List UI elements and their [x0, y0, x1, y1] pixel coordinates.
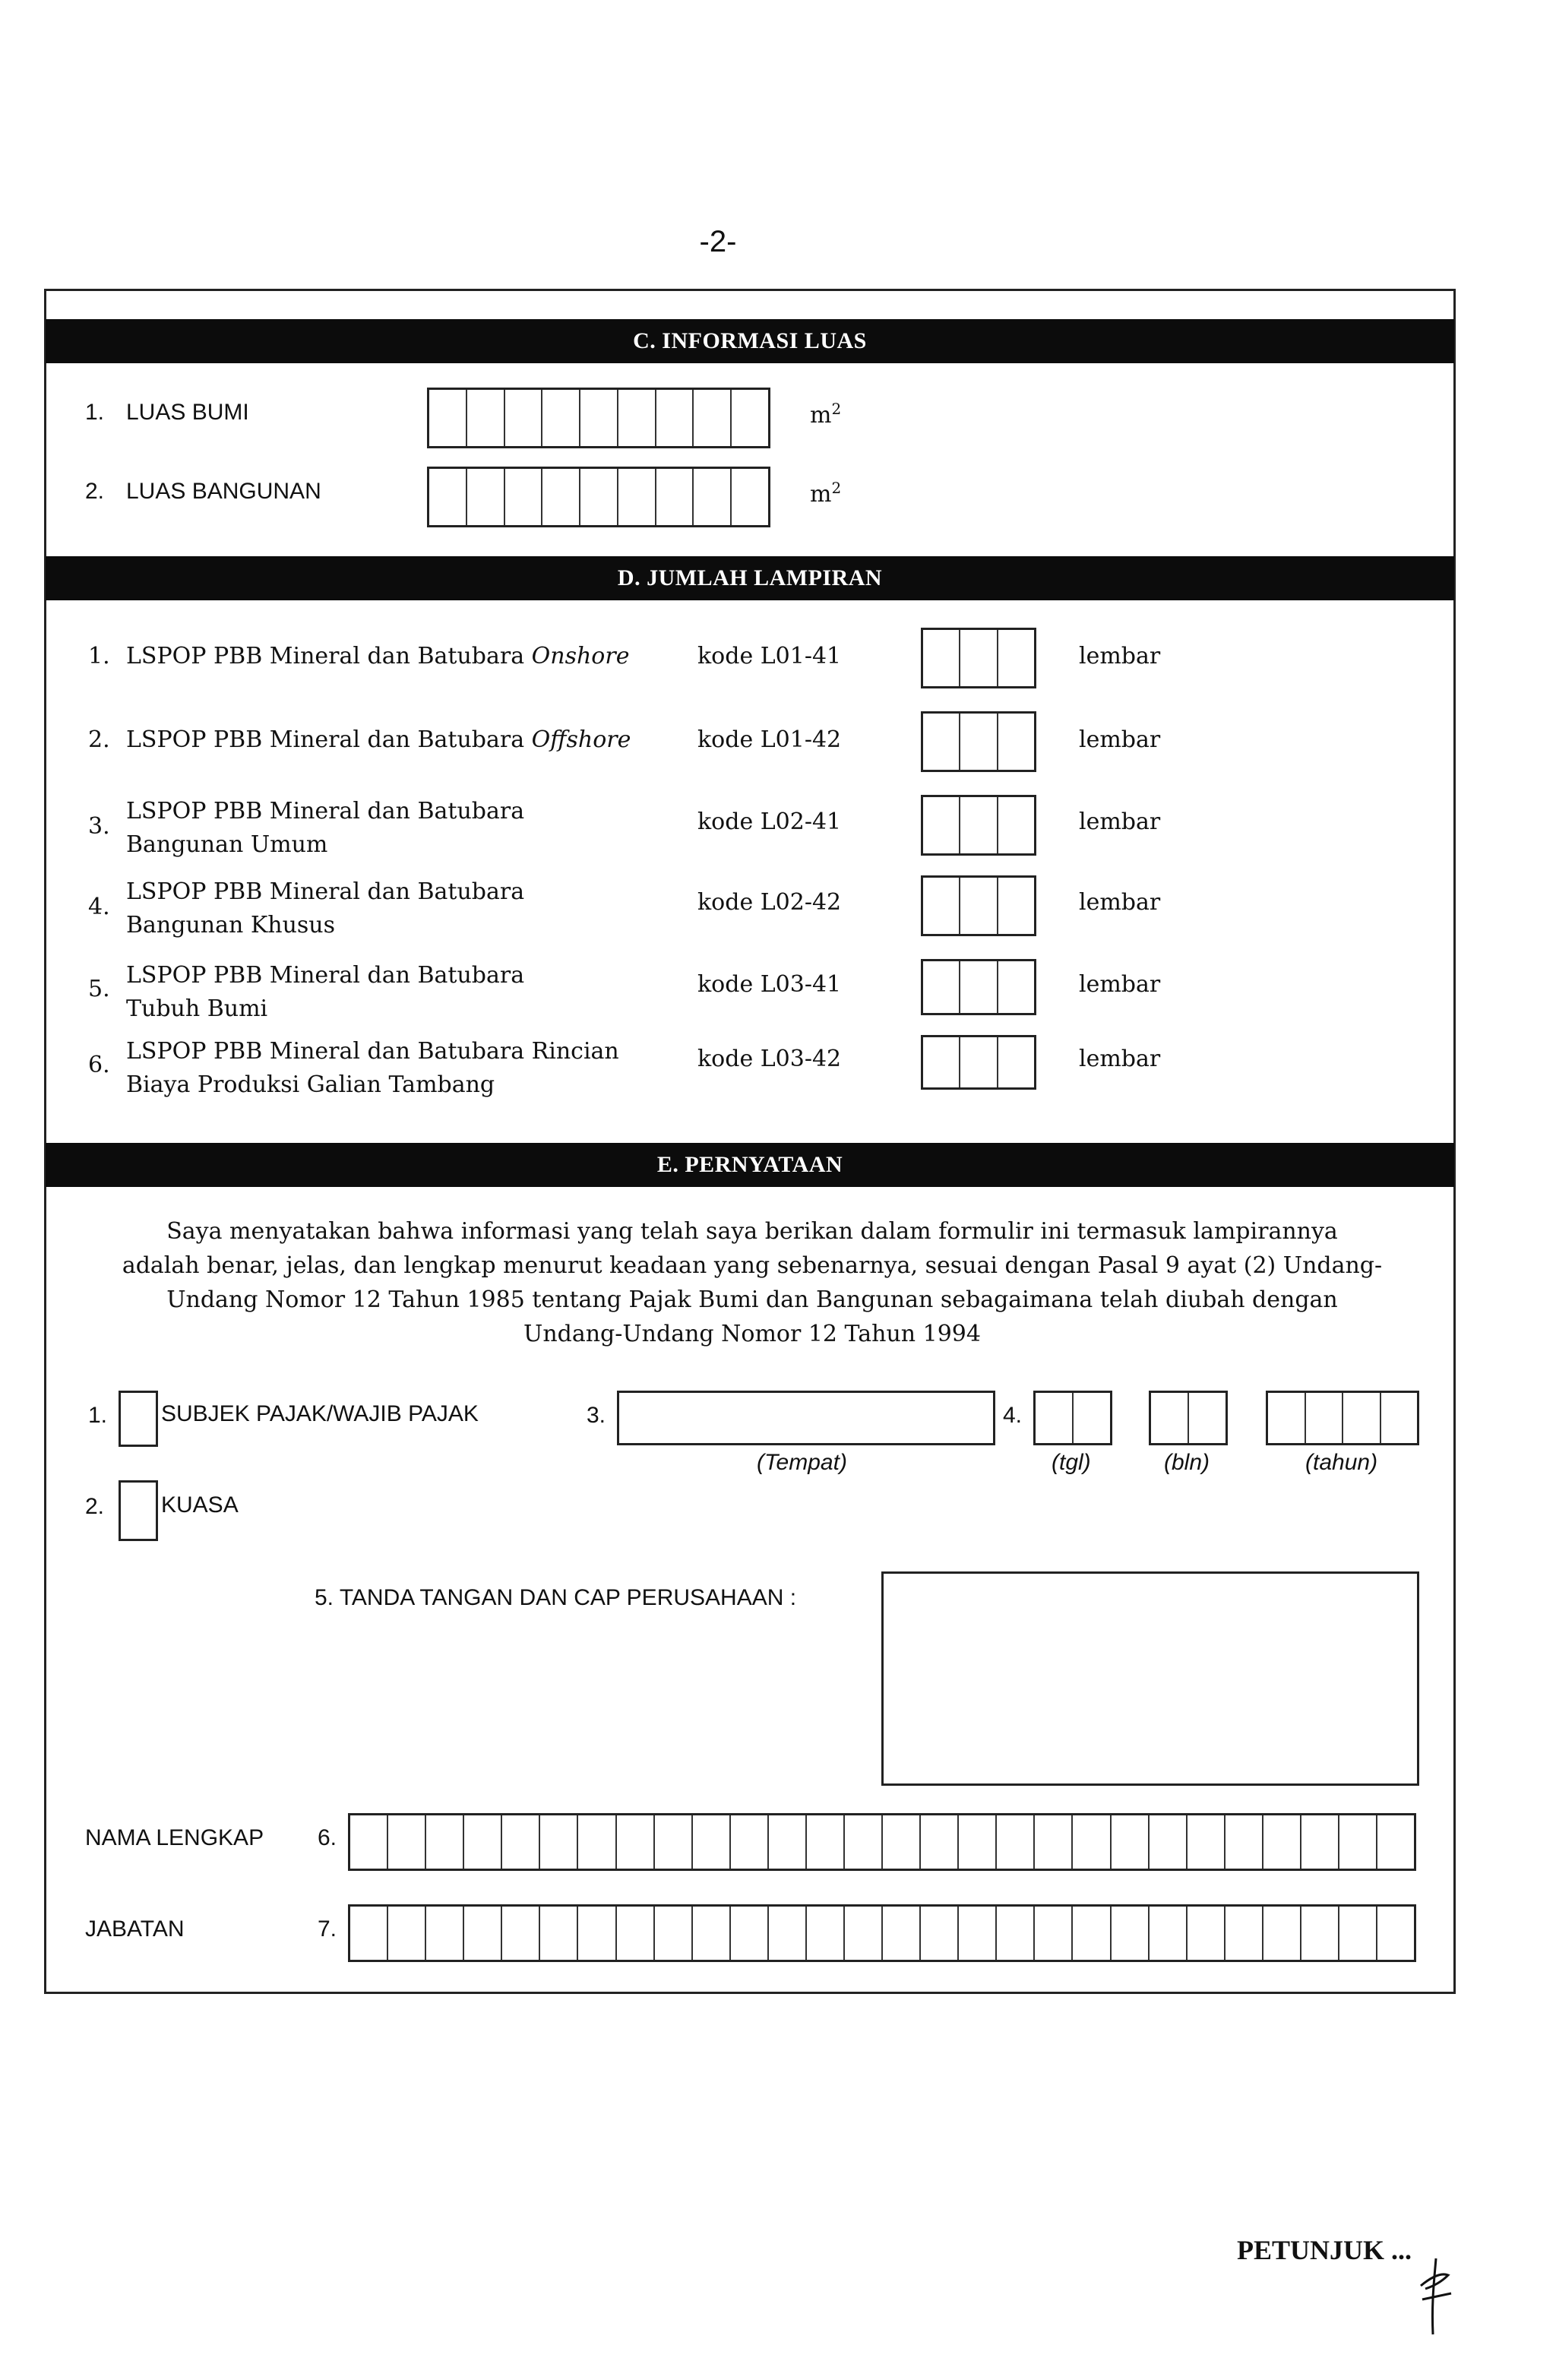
- signature-label: 5. TANDA TANGAN DAN CAP PERUSAHAAN :: [315, 1585, 797, 1610]
- lampiran-5-code: kode L03-41: [697, 971, 842, 998]
- lampiran-4-num: 4.: [88, 894, 110, 920]
- option-2-num: 2.: [85, 1494, 105, 1519]
- position-num: 7.: [318, 1916, 337, 1942]
- section-e-header: [46, 1143, 1454, 1187]
- luas-bangunan-num: 2.: [85, 479, 105, 504]
- statement-line-3: Undang Nomor 12 Tahun 1985 tentang Pajak Bumi dan Bangunan sebagaimana telah diubah dengan: [166, 1287, 1338, 1313]
- position-label: JABATAN: [85, 1916, 185, 1942]
- place-num: 3.: [587, 1403, 606, 1428]
- month-input[interactable]: [1149, 1391, 1228, 1445]
- lampiran-6-unit: lembar: [1079, 1046, 1161, 1072]
- lampiran-1-label: LSPOP PBB Mineral dan Batubara Onshore: [126, 643, 630, 669]
- section-c-title: C. INFORMASI LUAS: [633, 328, 867, 353]
- subjek-pajak-checkbox[interactable]: [119, 1391, 158, 1447]
- luas-bangunan-input[interactable]: [427, 467, 770, 527]
- kuasa-label: KUASA: [161, 1492, 239, 1518]
- luas-bumi-unit: $m^2$: [810, 400, 842, 429]
- lampiran-2-code: kode L01-42: [697, 726, 842, 753]
- lampiran-2-unit: lembar: [1079, 726, 1161, 753]
- lampiran-1-unit: lembar: [1079, 643, 1161, 669]
- statement-line-2: adalah benar, jelas, dan lengkap menurut keadaan yang sebenarnya, sesuai dengan Pasal 9 ayat (2) Undang-: [122, 1252, 1383, 1279]
- lampiran-6-count-input[interactable]: [921, 1035, 1036, 1090]
- lampiran-4-line2: Bangunan Khusus: [126, 912, 336, 938]
- lampiran-1-num: 1.: [88, 643, 110, 669]
- month-caption: (bln): [1164, 1450, 1210, 1475]
- name-label: NAMA LENGKAP: [85, 1825, 264, 1850]
- name-num: 6.: [318, 1825, 337, 1850]
- lampiran-1-count-input[interactable]: [921, 628, 1036, 688]
- position-input[interactable]: [348, 1904, 1416, 1962]
- place-input[interactable]: [617, 1391, 995, 1445]
- lampiran-3-line1: LSPOP PBB Mineral dan Batubara: [126, 798, 525, 824]
- luas-bangunan-label: LUAS BANGUNAN: [126, 479, 321, 504]
- year-input[interactable]: [1266, 1391, 1419, 1445]
- date-num: 4.: [1003, 1403, 1023, 1428]
- luas-bumi-num: 1.: [85, 400, 105, 425]
- lampiran-5-unit: lembar: [1079, 971, 1161, 998]
- page-number: -2-: [699, 225, 737, 258]
- section-c-header: [46, 319, 1454, 363]
- section-e-title: E. PERNYATAAN: [656, 1152, 843, 1177]
- next-page-label: PETUNJUK ...: [1236, 2235, 1412, 2265]
- option-1-num: 1.: [88, 1403, 108, 1428]
- lampiran-6-num: 6.: [88, 1052, 110, 1078]
- section-d-title: D. JUMLAH LAMPIRAN: [617, 565, 883, 590]
- lampiran-5-num: 5.: [88, 976, 110, 1002]
- statement-paragraph: [114, 1214, 1390, 1351]
- statement-line-1: Saya menyatakan bahwa informasi yang telah saya berikan dalam formulir ini termasuk lampirannya: [166, 1218, 1338, 1245]
- lampiran-3-line2: Bangunan Umum: [126, 831, 328, 858]
- lampiran-2-num: 2.: [88, 726, 110, 753]
- lampiran-6-line2: Biaya Produksi Galian Tambang: [126, 1071, 495, 1098]
- year-caption: (tahun): [1305, 1450, 1378, 1475]
- luas-bumi-input[interactable]: [427, 388, 770, 448]
- lampiran-6-code: kode L03-42: [697, 1046, 842, 1072]
- day-caption: (tgl): [1052, 1450, 1091, 1475]
- lampiran-3-code: kode L02-41: [697, 809, 842, 835]
- day-input[interactable]: [1033, 1391, 1112, 1445]
- statement-line-4: Undang-Undang Nomor 12 Tahun 1994: [523, 1321, 981, 1347]
- paraf-mark-icon: [1415, 2255, 1460, 2339]
- lampiran-2-label: LSPOP PBB Mineral dan Batubara Offshore: [126, 726, 631, 753]
- lampiran-5-line2: Tubuh Bumi: [126, 995, 268, 1022]
- signature-box[interactable]: [881, 1571, 1419, 1786]
- lampiran-3-unit: lembar: [1079, 809, 1161, 835]
- subjek-pajak-label: SUBJEK PAJAK/WAJIB PAJAK: [161, 1401, 479, 1426]
- kuasa-checkbox[interactable]: [119, 1480, 158, 1541]
- lampiran-4-code: kode L02-42: [697, 889, 842, 916]
- lampiran-4-line1: LSPOP PBB Mineral dan Batubara: [126, 878, 525, 905]
- lampiran-4-unit: lembar: [1079, 889, 1161, 916]
- lampiran-3-count-input[interactable]: [921, 795, 1036, 856]
- lampiran-6-line1: LSPOP PBB Mineral dan Batubara Rincian: [126, 1038, 619, 1065]
- section-d-header: [46, 556, 1454, 600]
- lampiran-5-line1: LSPOP PBB Mineral dan Batubara: [126, 962, 525, 989]
- luas-bumi-label: LUAS BUMI: [126, 400, 249, 425]
- lampiran-3-num: 3.: [88, 813, 110, 840]
- name-input[interactable]: [348, 1813, 1416, 1871]
- luas-bangunan-unit: $m^2$: [810, 479, 842, 508]
- lampiran-5-count-input[interactable]: [921, 959, 1036, 1015]
- lampiran-1-code: kode L01-41: [697, 643, 842, 669]
- lampiran-4-count-input[interactable]: [921, 875, 1036, 936]
- place-caption: (Tempat): [757, 1450, 847, 1475]
- lampiran-2-count-input[interactable]: [921, 711, 1036, 772]
